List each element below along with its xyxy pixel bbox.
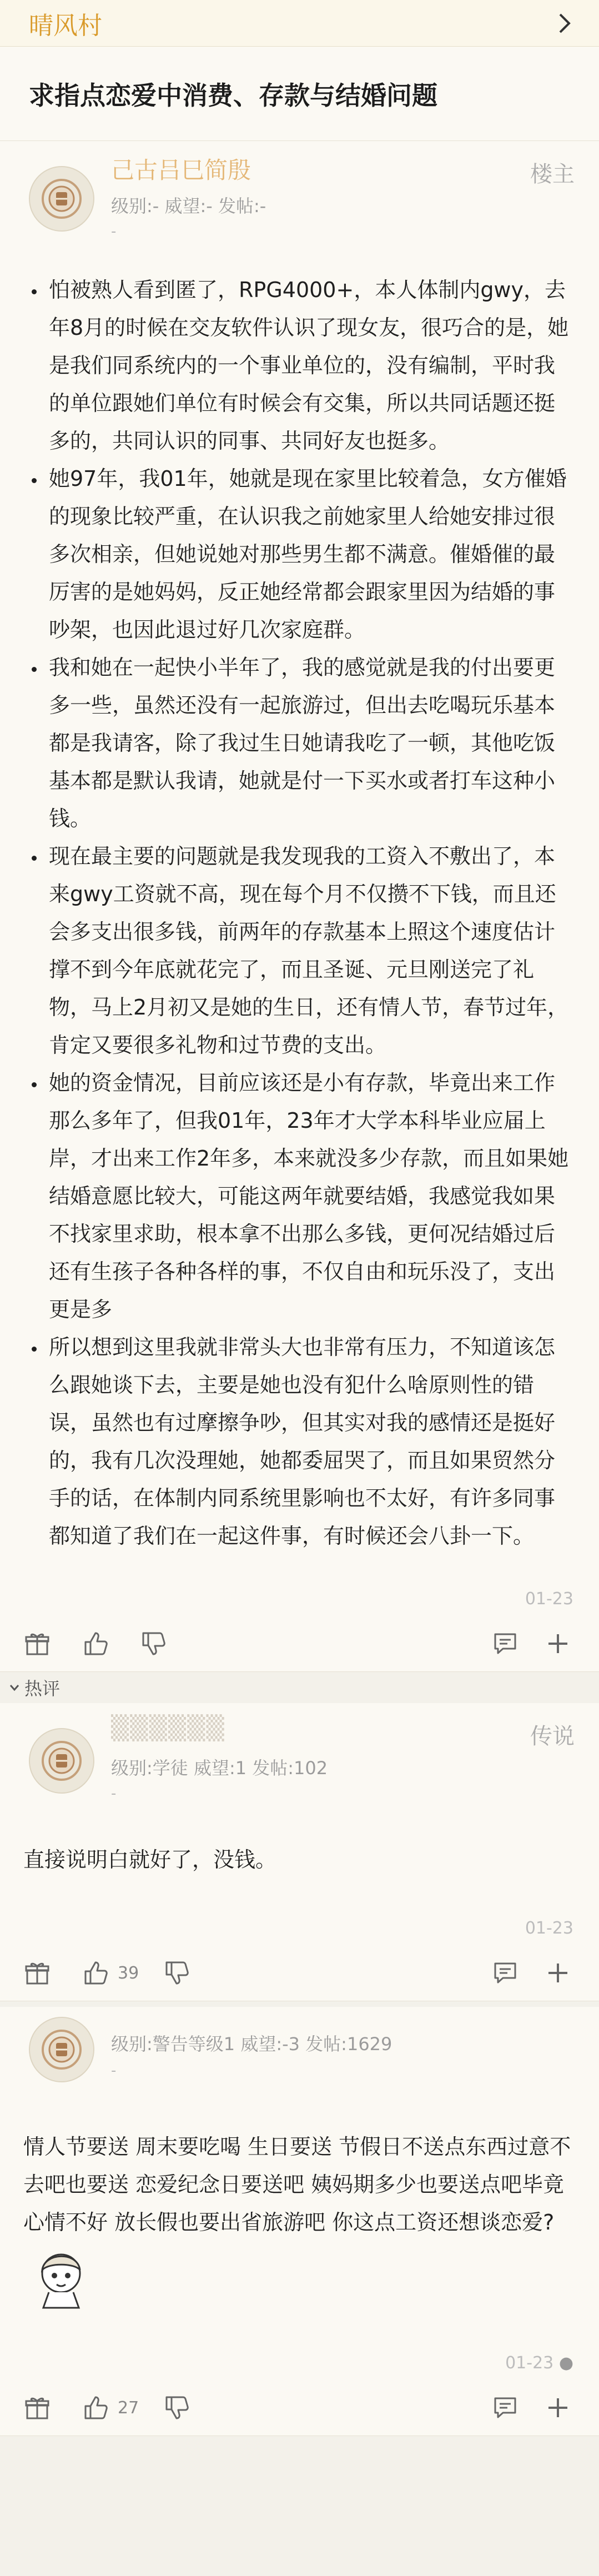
hot-label-text: 热评 <box>24 1678 61 1699</box>
paragraph: • 现在最主要的问题就是我发现我的工资入不敷出了，本来gwy工资就不高，现在每个月不仅攒不下钱，而且还会多支出很多钱，前两年的存款基本上照这个速度估计撑不到今年底就花完了，而且圣诞、元旦刚送完了礼物，马上2月初又是她的生日，还有情人节，春节过年，肯定又要很多礼物和过节费的支出。 <box>46 837 572 1064</box>
paragraph: • 我和她在一起快小半年了，我的感觉就是我的付出要更多一些，虽然还没有一起旅游过，但出去吃喝玩乐基本都是我请客，除了我过生日她请我吃了一顿，其他吃饭基本都是默认我请，她就是付一下买水或者打车这种小钱。 <box>46 649 572 837</box>
floor-label: 楼主 <box>530 162 575 187</box>
action-bar <box>0 1945 599 2001</box>
user-signature: - <box>111 2062 117 2079</box>
top-bar <box>0 0 599 47</box>
like-count: 39 <box>118 1963 139 1983</box>
user-meta: 级别:学徒 威望:1 发帖:102 <box>111 1757 328 1779</box>
chevron-down-icon <box>8 1681 21 1694</box>
comment-icon[interactable] <box>492 1959 521 1987</box>
op-post <box>0 141 599 1672</box>
thumbs-down-icon[interactable] <box>140 1629 169 1658</box>
reply-post <box>0 2001 599 2436</box>
user-signature: - <box>111 1785 117 1802</box>
user-meta: 级别:警告等级1 威望:-3 发帖:1629 <box>111 2033 392 2055</box>
anime-girl-sticker-icon <box>27 2241 99 2313</box>
user-meta: 级别:- 威望:- 发帖:- <box>111 195 266 217</box>
paragraph: • 怕被熟人看到匿了，RPG4000+，本人体制内gwy，去年8月的时候在交友软件认识了现女友，很巧合的是，她是我们同系统内的一个事业单位的，没有编制，平时我的单位跟她们单位有时候会有交集，所以共同话题还挺多的，共同认识的同事、共同好友也挺多。 <box>46 271 572 460</box>
avatar[interactable] <box>29 166 94 232</box>
thumbs-up-icon[interactable] <box>82 2393 111 2422</box>
reply-content: 直接说明白就好了，没钱。 <box>23 1847 277 1872</box>
avatar[interactable] <box>29 1728 94 1794</box>
floor-label: 传说 <box>530 1724 575 1749</box>
username[interactable]: 己古吕巳简殷 <box>111 157 251 184</box>
post-header <box>0 1703 599 1825</box>
post-date: 01-23 <box>525 1919 573 1938</box>
gift-icon[interactable] <box>24 1629 53 1658</box>
post-date: 01-23 ● <box>505 2353 573 2373</box>
plus-icon[interactable] <box>546 2393 575 2422</box>
gift-icon[interactable] <box>24 2393 53 2422</box>
like-count: 27 <box>118 2398 139 2418</box>
avatar-icon <box>39 2027 84 2072</box>
reply-content: 情人节要送 周末要吃喝 生日要送 节假日不送点东西过意不去吧也要送 恋爱纪念日要送吧 姨妈期多少也要送点吧毕竟心情不好 放长假也要出省旅游吧 你这点工资还想谈恋爱? <box>0 2112 599 2313</box>
thumbs-down-icon[interactable] <box>163 1959 192 1987</box>
paragraph: • 她的资金情况，目前应该还是小有存款，毕竟出来工作那么多年了，但我01年，23年才大学本科毕业应届上岸，才出来工作2年多，本来就没多少存款，而且如果她结婚意愿比较大，可能这两年就要结婚，我感觉我如果不找家里求助，根本拿不出那么多钱，更何况结婚过后还有生孩子各种各样的事，不仅自由和玩乐没了，支出更是多 <box>46 1064 572 1328</box>
thread-title-bar <box>0 47 599 141</box>
post-date: 01-23 <box>525 1589 573 1609</box>
apple-icon: ● <box>558 2353 573 2373</box>
thumbs-up-icon[interactable] <box>82 1959 111 1987</box>
chevron-right-icon[interactable] <box>552 11 577 36</box>
paragraph: • 她97年，我01年，她就是现在家里比较着急，女方催婚的现象比较严重，在认识我之前她家里人给她安排过很多次相亲，但她说她对那些男生都不满意。催婚催的最厉害的是她妈妈，反正她经常都会跟家里因为结婚的事吵架，也因此退过好几次家庭群。 <box>46 460 572 649</box>
action-bar <box>0 2380 599 2436</box>
action-bar <box>0 1616 599 1671</box>
username[interactable]: ▒▒▒▒▒▒ <box>111 1714 225 1741</box>
paragraph: • 所以想到这里我就非常头大也非常有压力，不知道该怎么跟她谈下去，主要是她也没有犯什么啥原则性的错误，虽然也有过摩擦争吵，但其实对我的感情还是挺好的，我有几次没理她，她都委屈哭了，而且如果贸然分手的话，在体制内同系统里影响也不太好，有许多同事都知道了我们在一起这件事，有时候还会八卦一下。 <box>46 1328 572 1555</box>
gift-icon[interactable] <box>24 1959 53 1987</box>
post-header <box>0 141 599 263</box>
comment-icon[interactable] <box>492 2393 521 2422</box>
thumbs-up-icon[interactable] <box>82 1629 111 1658</box>
comment-icon[interactable] <box>492 1629 521 1658</box>
thumbs-down-icon[interactable] <box>163 2393 192 2422</box>
forum-name[interactable]: 晴风村 <box>29 11 102 40</box>
plus-icon[interactable] <box>546 1629 575 1658</box>
avatar[interactable] <box>29 2017 94 2082</box>
post-header <box>0 2007 599 2112</box>
plus-icon[interactable] <box>546 1959 575 1987</box>
user-signature: - <box>111 223 117 240</box>
post-content <box>0 263 599 1555</box>
hot-comments-label[interactable] <box>0 1672 599 1703</box>
avatar-icon <box>39 177 84 221</box>
reply-post <box>0 1703 599 2001</box>
page-title: 求指点恋爱中消费、存款与结婚问题 <box>29 80 437 111</box>
avatar-icon <box>39 1739 84 1783</box>
